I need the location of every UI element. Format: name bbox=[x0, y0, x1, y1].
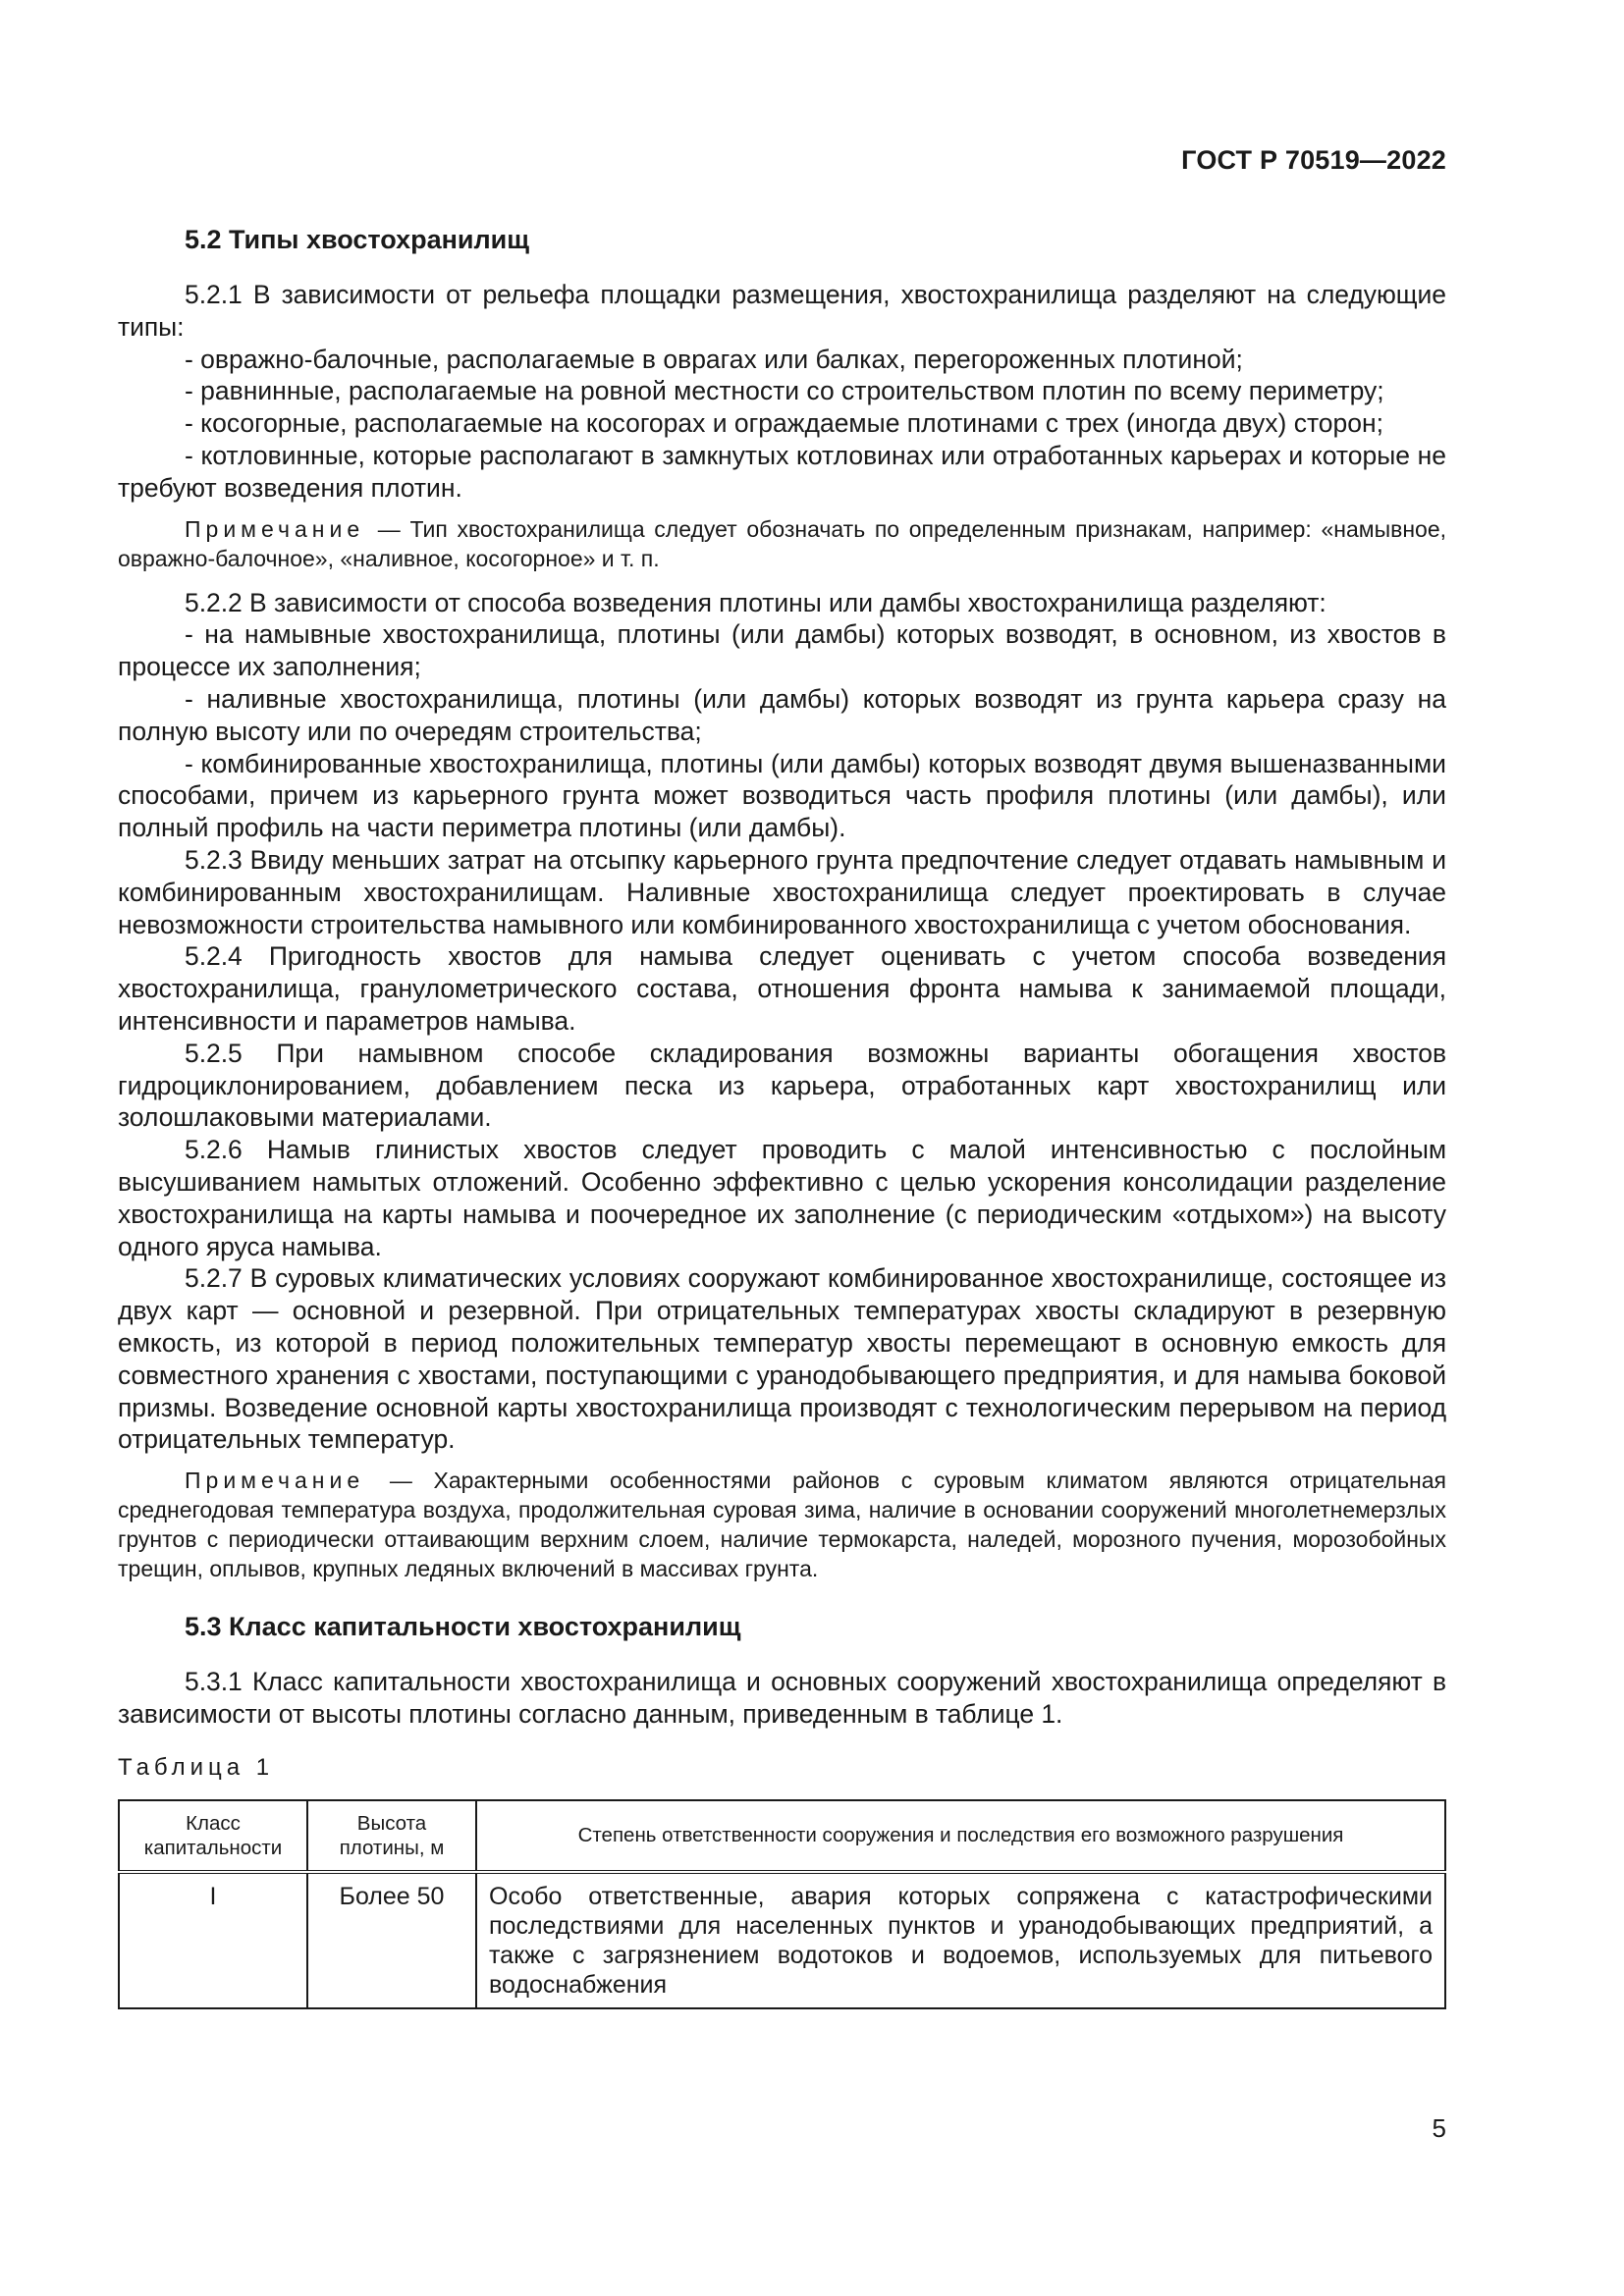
list-item: - на намывные хвостохранилища, плотины (или дамбы) которых возводят, в основном, из хвостов в процессе их заполнения; bbox=[118, 619, 1446, 682]
list-item: - комбинированные хвостохранилища, плотины (или дамбы) которых возводят двумя вышеназванными способами, причем из карьерного грунта может возводиться часть профиля плотины (или дамбы), или полный профиль на части периметра плотины (или дамбы). bbox=[118, 748, 1446, 843]
cell-height: Более 50 bbox=[307, 1872, 476, 2008]
document-code: ГОСТ Р 70519—2022 bbox=[1181, 145, 1446, 175]
section-title-5-3: 5.3 Класс капитальности хвостохранилищ bbox=[185, 1612, 741, 1642]
cell-description: Особо ответственные, авария которых сопряжена с катастрофическими последствиями для населенных пунктов и уранодобывающих предприятий, а также с загрязнением водотоков и водоемов, используемых для питьевого водоснабжения bbox=[476, 1872, 1445, 2008]
header-height: Высота плотины, м bbox=[307, 1800, 476, 1872]
paragraph-5-2-1: 5.2.1 В зависимости от рельефа площадки размещения, хвостохранилища разделяют на следующие типы: bbox=[118, 280, 1446, 342]
table-row bbox=[119, 1872, 1445, 2008]
section-title-5-2: 5.2 Типы хвостохранилищ bbox=[185, 225, 530, 254]
paragraph-5-2-7: 5.2.7 В суровых климатических условиях сооружают комбинированное хвостохранилище, состоящее из двух карт — основной и резервной. При отрицательных температурах хвосты складируют в резервную емкость, из которой в период положительных температур хвосты перемещают в основную емкость для совместного хранения с хвостами, поступающими с уранодобывающего предприятия, и для намыва боковой призмы. Возведение основной карты хвостохранилища производят с технологическим перерывом на период отрицательных температур. bbox=[118, 1263, 1446, 1455]
list-item: - наливные хвостохранилища, плотины (или дамбы) которых возводят из грунта карьера сразу на полную высоту или по очередям строительства; bbox=[118, 683, 1446, 746]
list-item: - котловинные, которые располагают в замкнутых котловинах или отработанных карьерах и которые не требуют возведения плотин. bbox=[118, 440, 1446, 503]
list-item: - овражно-балочные, располагаемые в оврагах или балках, перегороженных плотиной; bbox=[185, 344, 1243, 374]
paragraph-5-2-3: 5.2.3 Ввиду меньших затрат на отсыпку карьерного грунта предпочтение следует отдавать намывным и комбинированным хвостохранилищам. Наливные хвостохранилища следует проектировать в случае невозможности строительства намывного или комбинированного хвостохранилища с учетом обоснования. bbox=[118, 844, 1446, 939]
document-body bbox=[118, 222, 1446, 2009]
note-label: Примечание bbox=[185, 1468, 365, 1494]
paragraph-5-2-6: 5.2.6 Намыв глинистых хвостов следует проводить с малой интенсивностью с послойным высушиванием намытых отложений. Особенно эффективно с целью ускорения консолидации разделение хвостохранилища на карты намыва и поочередное их заполнение (с периодическим «отдыхом») на высоту одного яруса намыва. bbox=[118, 1135, 1446, 1261]
cell-class: I bbox=[119, 1872, 307, 2008]
list-item: - косогорные, располагаемые на косогорах и ограждаемые плотинами с трех (иногда двух) сторон; bbox=[185, 408, 1384, 439]
table-1 bbox=[118, 1799, 1446, 2009]
note-label: Примечание bbox=[185, 515, 365, 542]
page-number: 5 bbox=[1432, 2113, 1446, 2143]
list-item: - равнинные, располагаемые на ровной местности со строительством плотин по всему периметру; bbox=[185, 376, 1384, 406]
note-text: — Тип хвостохранилища следует обозначать по определенным признакам, например: «намывное, овражно-балочное», «наливное, косогорное» и т. п. bbox=[118, 515, 1447, 571]
note-1 bbox=[118, 514, 1446, 573]
note-2 bbox=[118, 1466, 1446, 1583]
table-caption: Таблица 1 bbox=[118, 1753, 275, 1781]
paragraph-5-2-2: 5.2.2 В зависимости от способа возведения плотины или дамбы хвостохранилища разделяют: bbox=[185, 587, 1326, 617]
header-class: Класс капитальности bbox=[119, 1800, 307, 1872]
table-header-row bbox=[119, 1800, 1445, 1872]
paragraph-5-2-5: 5.2.5 При намывном способе складирования возможны варианты обогащения хвостов гидроциклонированием, добавлением песка из карьера, отработанных карт хвостохранилищ или золошлаковыми материалами. bbox=[118, 1038, 1446, 1133]
paragraph-5-3-1: 5.3.1 Класс капитальности хвостохранилища и основных сооружений хвостохранилища определяют в зависимости от высоты плотины согласно данным, приведенным в таблице 1. bbox=[118, 1667, 1446, 1729]
header-responsibility: Степень ответственности сооружения и последствия его возможного разрушения bbox=[476, 1800, 1445, 1872]
paragraph-5-2-4: 5.2.4 Пригодность хвостов для намыва следует оценивать с учетом способа возведения хвостохранилища, гранулометрического состава, отношения фронта намыва к занимаемой площади, интенсивности и параметров намыва. bbox=[118, 941, 1446, 1036]
note-text: — Характерными особенностями районов с суровым климатом являются отрицательная среднегодовая температура воздуха, продолжительная суровая зима, наличие в основании сооружений многолетнемерзлых грунтов с периодически оттаивающим верхним слоем, наличие термокарста, наледей, морозного пучения, морозобойных трещин, оплывов, крупных ледяных включений в массивах грунта. bbox=[118, 1468, 1447, 1582]
